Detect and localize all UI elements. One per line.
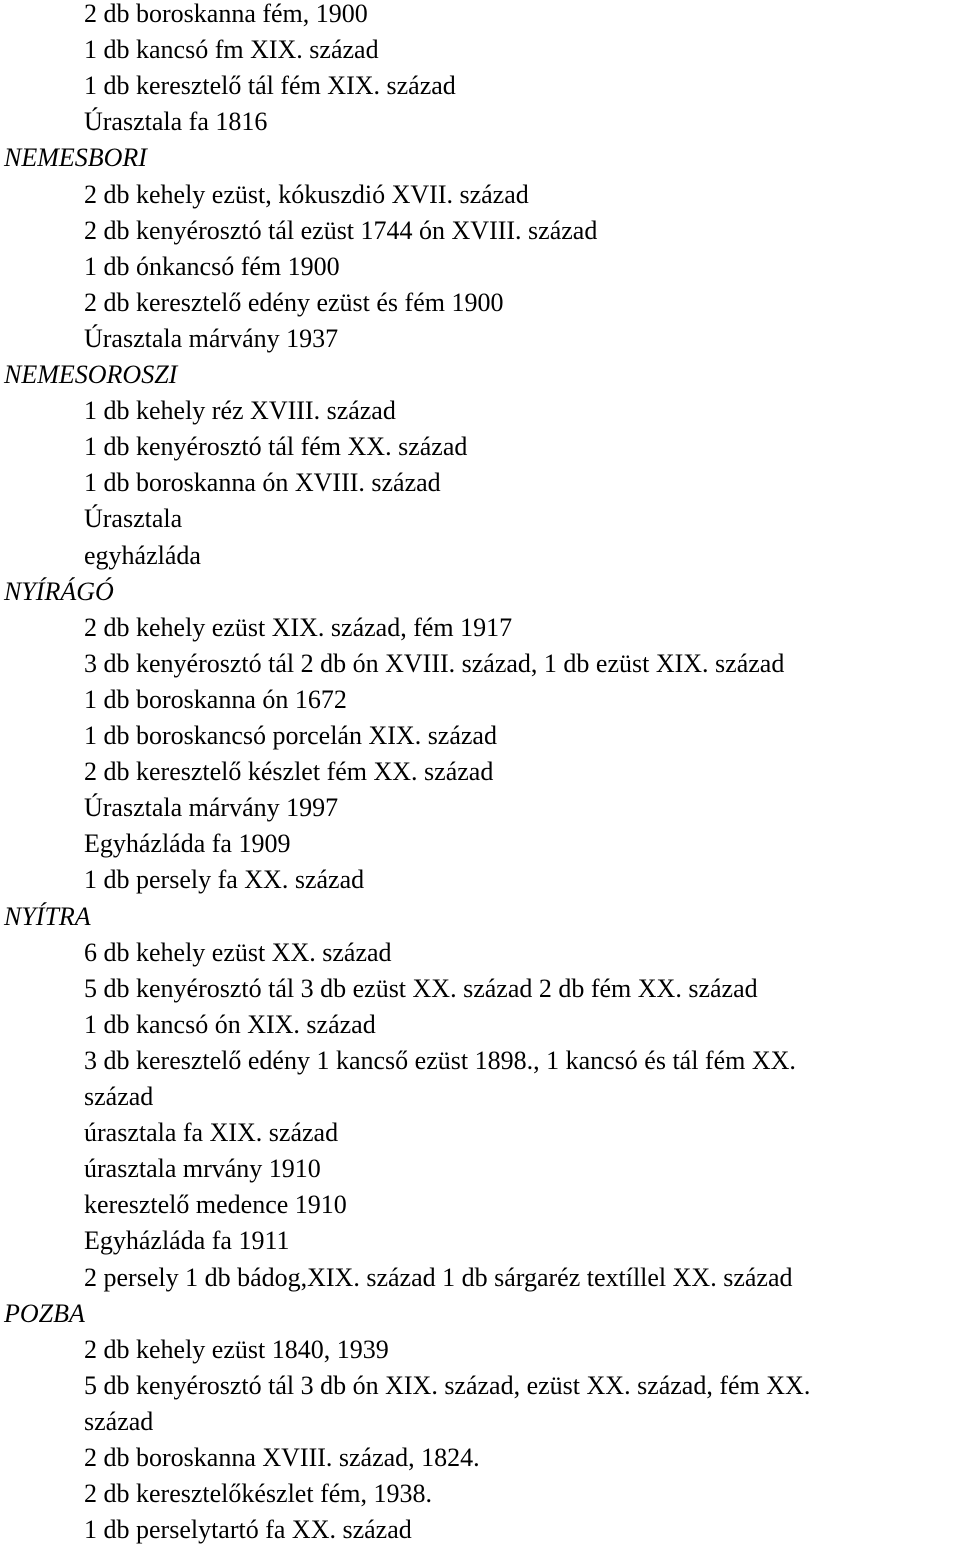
inventory-item: Egyházláda fa 1909 (84, 829, 291, 859)
inventory-item: 1 db kenyérosztó tál fém XX. század (84, 432, 468, 462)
section-heading: NEMESBORI (4, 143, 147, 173)
inventory-item: 2 db boroskanna fém, 1900 (84, 0, 368, 28)
inventory-item: 1 db keresztelő tál fém XIX. század (84, 71, 456, 101)
section-heading: NYÍRÁGÓ (4, 576, 114, 606)
inventory-item: 2 persely 1 db bádog,XIX. század 1 db sárgaréz textíllel XX. század (84, 1262, 793, 1292)
inventory-item: 2 db kenyérosztó tál ezüst 1744 ón XVIII. század (84, 215, 598, 245)
inventory-item: 5 db kenyérosztó tál 3 db ezüst XX. század 2 db fém XX. század (84, 973, 758, 1003)
inventory-item: 2 db keresztelő készlet fém XX. század (84, 757, 494, 787)
inventory-item: Úrasztala (84, 504, 183, 534)
inventory-item: Úrasztala márvány 1997 (84, 793, 339, 823)
section-heading: POZBA (4, 1298, 85, 1328)
section-heading: NEMESOROSZI (4, 360, 178, 389)
inventory-item: 2 db keresztelőkészlet fém, 1938. (84, 1479, 432, 1509)
inventory-item: 1 db boroskanna ón 1672 (84, 684, 347, 714)
inventory-item: 1 db kehely réz XVIII. század (84, 396, 396, 426)
inventory-item: keresztelő medence 1910 (84, 1190, 347, 1220)
inventory-item: század (84, 1406, 154, 1436)
inventory-item: 1 db boroskanna ón XVIII. század (84, 468, 441, 498)
inventory-item: 6 db kehely ezüst XX. század (84, 937, 392, 967)
inventory-item: 1 db kancsó ón XIX. század (84, 1009, 376, 1039)
inventory-item: 2 db keresztelő edény ezüst és fém 1900 (84, 287, 504, 317)
inventory-item: Úrasztala márvány 1937 (84, 323, 339, 353)
inventory-item: Úrasztala fa 1816 (84, 107, 268, 137)
inventory-item: 1 db boroskancsó porcelán XIX. század (84, 721, 497, 750)
inventory-item: 1 db persely fa XX. század (84, 865, 365, 895)
inventory-item: 3 db keresztelő edény 1 kancső ezüst 1898., 1 kancsó és tál fém XX. (84, 1045, 796, 1075)
inventory-item: 5 db kenyérosztó tál 3 db ón XIX. század, ezüst XX. század, fém XX. (84, 1370, 811, 1400)
inventory-item: 2 db kehely ezüst, kókuszdió XVII. század (84, 179, 529, 209)
inventory-item: 1 db kancsó fm XIX. század (84, 35, 379, 65)
inventory-item: 3 db kenyérosztó tál 2 db ón XVIII. század, 1 db ezüst XIX. század (84, 648, 785, 678)
inventory-item: 2 db kehely ezüst XIX. század, fém 1917 (84, 612, 513, 642)
inventory-item: úrasztala fa XIX. század (84, 1118, 339, 1148)
inventory-item: 2 db boroskanna XVIII. század, 1824. (84, 1443, 480, 1472)
inventory-item: egyházláda (84, 540, 201, 570)
inventory-item: 1 db ónkancsó fém 1900 (84, 251, 340, 281)
inventory-item: Egyházláda fa 1911 (84, 1226, 290, 1256)
inventory-item: 1 db perselytartó fa XX. század (84, 1515, 412, 1545)
section-heading: NYÍTRA (4, 901, 91, 931)
inventory-item: század (84, 1082, 154, 1111)
inventory-item: úrasztala mrvány 1910 (84, 1154, 321, 1184)
inventory-item: 2 db kehely ezüst 1840, 1939 (84, 1334, 389, 1364)
